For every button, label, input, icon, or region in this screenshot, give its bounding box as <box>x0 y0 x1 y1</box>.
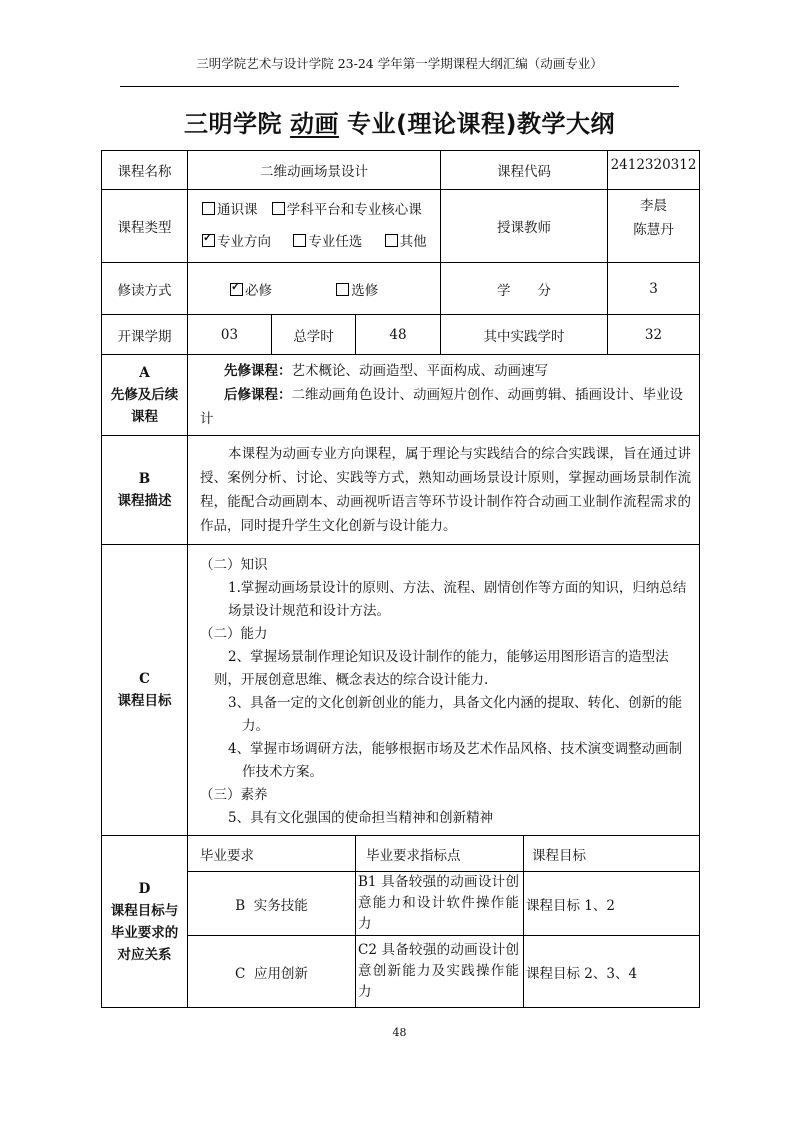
col-requirement-header: 毕业要求 <box>188 836 356 872</box>
type-option: 专业任选 <box>293 234 362 250</box>
section-d-header-row <box>102 836 700 872</box>
hours-label: 总学时 <box>272 315 356 355</box>
course-type-label: 课程类型 <box>102 190 188 263</box>
teacher-2: 陈慧丹 <box>633 222 674 238</box>
col-goal-header: 课程目标 <box>524 836 700 872</box>
teacher-1: 李晨 <box>640 198 668 214</box>
course-name-label: 课程名称 <box>102 151 188 190</box>
course-goal-ref: 课程目标 1、2 <box>524 872 700 936</box>
section-b <box>102 436 700 545</box>
title-major: 动画 <box>290 110 340 138</box>
checkbox-icon <box>385 234 398 247</box>
syllabus-table <box>101 150 700 1008</box>
course-type-options <box>188 190 441 263</box>
study-mode-label: 修读方式 <box>102 263 188 315</box>
mapping-row <box>102 872 700 936</box>
goal-1: 1.掌握动画场景设计的原则、方法、流程、剧情创作等方面的知识，归纳总结场景设计规范和设计方法。 <box>228 580 687 619</box>
practice-label: 其中实践学时 <box>441 315 608 355</box>
goal-heading: （三）素养 <box>200 787 268 803</box>
postreq-line: 后修课程：二维动画角色设计、动画短片创作、动画剪辑、插画设计、毕业设计 <box>200 387 683 427</box>
section-d-label: D 课程目标与 毕业要求的 对应关系 <box>102 836 188 1008</box>
goal-heading: （二）知识 <box>200 557 268 573</box>
practice-value: 32 <box>608 315 700 355</box>
term-label: 开课学期 <box>102 315 188 355</box>
checkbox-icon <box>293 234 306 247</box>
checkbox-checked-icon <box>202 234 215 247</box>
row-course-name <box>102 151 700 190</box>
course-name: 二维动画场景设计 <box>188 151 441 190</box>
section-b-label: B 课程描述 <box>102 436 188 545</box>
mode-required: ✓ 必修 <box>230 283 272 299</box>
type-option: 学科平台和专业核心课 <box>272 202 422 218</box>
section-a-label: A 先修及后续 课程 <box>102 355 188 436</box>
checkbox-icon <box>272 202 285 215</box>
type-option: 通识课 <box>202 202 258 218</box>
goal-4: 4、掌握市场调研方法，能够根据市场及艺术作品风格、技术演变调整动画制作技术方案。 <box>228 741 683 780</box>
type-option-selected: ✓专业方向 <box>202 234 271 250</box>
section-a-content <box>188 355 700 436</box>
indicator-point: C2 具备较强的动画设计创意创新能力及实践操作能力 <box>356 936 524 1008</box>
row-course-type <box>102 190 700 263</box>
credit-value: 3 <box>608 263 700 315</box>
course-code-label: 课程代码 <box>441 151 608 190</box>
row-study-mode <box>102 263 700 315</box>
course-goals <box>188 545 700 836</box>
teacher-label: 授课教师 <box>441 190 608 263</box>
header-rule <box>120 86 679 87</box>
title-suffix: 专业(理论课程)教学大纲 <box>347 110 615 138</box>
running-header: 三明学院艺术与设计学院 23-24 学年第一学期课程大纲汇编（动画专业） <box>196 56 603 71</box>
goal-heading: （二）能力 <box>200 626 268 642</box>
title-prefix: 三明学院 <box>184 110 283 138</box>
credit-label: 学 分 <box>441 263 608 315</box>
prereq-line: 先修课程：艺术概论、动画造型、平面构成、动画速写 <box>224 363 548 379</box>
col-indicator-header: 毕业要求指标点 <box>356 836 524 872</box>
checkbox-icon <box>336 283 349 296</box>
study-mode-options <box>188 263 441 315</box>
section-a <box>102 355 700 436</box>
section-c <box>102 545 700 836</box>
requirement: C 应用创新 <box>188 936 356 1008</box>
goal-3: 3、具备一定的文化创新创业的能力，具备文化内涵的提取、转化、创新的能力。 <box>228 695 683 734</box>
mode-optional: 选修 <box>336 283 378 299</box>
row-term <box>102 315 700 355</box>
course-goal-ref: 课程目标 2、3、4 <box>524 936 700 1008</box>
checkbox-checked-icon <box>230 283 243 296</box>
goal-5: 5、具有文化强国的使命担当精神和创新精神 <box>228 810 494 826</box>
course-code: 2412320312 <box>608 151 700 190</box>
goal-2: 2、掌握场景制作理论知识及设计制作的能力，能够运用图形语言的造型法则，开展创意思维、概念表达的综合设计能力. <box>214 649 669 688</box>
mapping-row <box>102 936 700 1008</box>
requirement: B 实务技能 <box>188 872 356 936</box>
section-c-label: C 课程目标 <box>102 545 188 836</box>
page-title <box>0 104 799 139</box>
type-option: 其他 <box>385 234 427 250</box>
page-number: 48 <box>392 1026 407 1039</box>
course-description: 本课程为动画专业方向课程，属于理论与实践结合的综合实践课，旨在通过讲授、案例分析、讨论、实践等方式，熟知动画场景设计原则，掌握动画场景制作流程，能配合动画剧本、动画视听语言等环节设计制作符合动画工业制作流程需求的作品，同时提升学生文化创新与设计能力。 <box>188 436 700 545</box>
term-value: 03 <box>188 315 272 355</box>
checkbox-icon <box>202 202 215 215</box>
teachers <box>608 190 700 263</box>
hours-value: 48 <box>356 315 441 355</box>
indicator-point: B1 具备较强的动画设计创意能力和设计软件操作能力 <box>356 872 524 936</box>
